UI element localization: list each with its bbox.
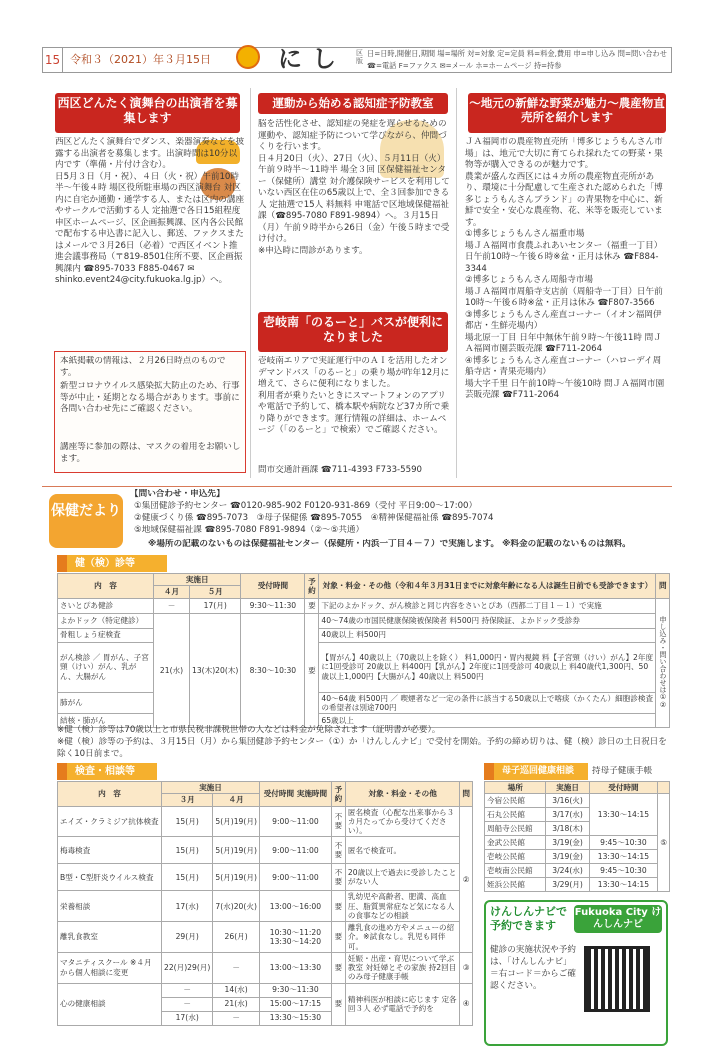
column-divider <box>456 88 457 478</box>
section-title-checkups: 健（検）診等 <box>57 555 167 572</box>
row-lung: 肺がん <box>58 692 154 714</box>
contact-heading: 【問い合わせ・申込先】 <box>130 489 225 499</box>
bus-contact: 問市交通計画課 ☎711-4393 F733-5590 <box>258 465 423 475</box>
maternal-bring: 持母子健康手帳 <box>592 766 653 776</box>
symbol-legend: 日=日時,開催日,期間 場=場所 対=対象 定=定員 料=料金,費用 申=申し込み 問=問い合わせ ☎=電話 F=ファクス ✉=メール ホ=ホームページ 持=持参 <box>367 49 667 70</box>
checkup-table: 内 容 実施日 受付時間 予約 対象・料金・その他（令和４年３月31日までに対象年齢になる人は誕生日前でも受診できます） 問 ４月 ５月 さいとぴあ健診 － 17(月) 9:30～11:30 要 下記のよかドック、がん検診と同じ内容をさいとぴあ（西都二丁目１－１）で実施 申し込み・問い合わせは①② よかドック（特定健診） 21(水) 13(木)20(木) 8:30～10:30 要 40～74歳の市国民健康保険被保険者 料500円 持保険証、よかドック受診券 骨粗しょう症検査 40歳以上 料500円 がん検診 ／ 胃がん、子宮頸（けい）がん、乳がん、大腸がん 【胃がん】40歳以上（70歳以上を除く） 料1,000円・胃内視鏡 料【子宮頸（けい）がん】2年度に1回受診可 20歳以上 料400円【乳がん】2年度に1回受診可 40歳以上 料40歳代1,300円、50歳以上1,000円【大腸がん】40歳以上 料500円 肺がん 40～64歳 料500円 ／ 喫煙者など一定の条件に該当する50歳以上で喀痰（かくたん）細胞診検査の希望者は別途700円 結核・肺がん 65歳以上 <box>57 573 670 728</box>
notice-covid: 新型コロナウイルス感染拡大防止のため、行事等が中止・延期となる場合があります。事前に各問い合わせ先にご確認ください。 <box>60 381 240 415</box>
article-title-performers: 西区どんたく演舞台の出演者を募集します <box>55 93 240 133</box>
row-osteoporosis: 骨粗しょう症検査 <box>58 628 154 642</box>
page-number: 15 <box>43 48 63 72</box>
section-title-maternal: 母子巡回健康相談 <box>484 763 588 780</box>
article-body-dementia: 脳を活性化させ、認知症の発症を遅らせるための運動や、認知症予防について学びながら、仲間づくりを行います。 日４月20日（火）、27日（火）、５月11日（火）午前９時半～11時半 場全３回 区保健福祉センター（保健所）講堂 対介護保険サービスを利用していない西区在住の65歳以上で、全３回参加できる人 定抽選で15人 料無料 申電話で区地域保健福祉課（☎895-7080 F891-9894）へ。３月15日（月）午前９時半から26日（金）午後５時まで受け付け。 ※申込時に問診があります。 <box>258 119 450 256</box>
test-row: 心の健康相談 <box>58 983 162 1025</box>
article-body-farm-market: ＪＡ福岡市の農産物直売所「博多じょうもんさん市場」は、地元で大切に育てられ採れたての野菜・果物等が購入できるのが魅力です。 農業が盛んな西区には４カ所の農産物直売所があり、環境に十分配慮して生産された認められた「博多じょうもんさんブランド」の青果物を中心に、新鮮で安全・安心な農産物、花、米等を販売しています。 ①博多じょうもんさん福重市場 場ＪＡ福岡市食農ふれあいセンター（福重一丁目）日午前10時～午後６時※盆・正月は休み ☎F884-3344 ②博多じょうもんさん周船寺市場 場ＪＡ福岡市周船寺支店前（周船寺一丁目）日午前10時～午後６時※盆・正月は休み ☎F807-3566 ③博多じょうもんさん産直コーナー（イオン福岡伊都店・生鮮売場内） 場北原一丁目 日年中無休午前９時～午後11時 問ＪＡ福岡市園芸販売課 ☎F711-2064 ④博多じょうもんさん産直コーナー（ハローデイ周船寺店・青果売場内） 場大字千里 日午前10時～午後10時 問ＪＡ福岡市園芸販売課 ☎F711-2064 <box>465 137 665 401</box>
kenshin-navi-text: 健診の実施状況や予約は、「けんしんナビ」＝右コード＝からご確認ください。 <box>490 945 576 992</box>
health-news-label: 保健だより <box>49 494 123 548</box>
test-row: エイズ・クラミジア抗体検査 <box>58 806 162 837</box>
checkup-footnote-1: ※健（検）診等は70歳以上と市県民税非課税世帯の人などは料金が免除されます（証明書が必要）。 <box>57 725 441 735</box>
test-row: マタニティスクール ※４月から個人相談に変更 <box>58 952 162 983</box>
notice-date: 本紙掲載の情報は、２月26日時点のものです。 <box>60 356 226 378</box>
test-row: B型・C型肝炎ウイルス検査 <box>58 864 162 891</box>
contact-line-3: ⑤地域保健福祉課 ☎895-7080 F891-9894（②～⑤共通） <box>134 525 365 535</box>
checkup-footnote-2: ※健（検）診等の予約は、３月15日（月）から集団健診予約センター（①）か「けんしんナビ」で受付を開始。予約の締め切りは、健（検）診日の土日祝日を除く10日前まで。 <box>57 737 667 759</box>
row-cancer: 胃がん、子宮頸（けい）がん、乳がん、大腸がん <box>60 653 149 681</box>
contact-line-1: ①集団健診予約センター ☎0120-985-902 F0120-931-869（受付 平日9:00～17:00） <box>134 501 478 511</box>
section-divider <box>42 486 672 487</box>
article-body-bus: 壱岐南エリアで実証運行中のＡＩを活用したオンデマンドバス「のるーと」の乗り場が昨年12月に増えて、さらに便利になりました。 利用者が乗りたいときにスマートフォンのアプリや電話で予約して、橋本駅や病院など37カ所で乗り降りができます。運行情報の詳細は、ホームページ（「のるーと」で検索）でご確認ください。 <box>258 356 450 436</box>
article-title-dementia: 運動から始める認知症予防教室 <box>258 93 448 114</box>
row-yokadock: よかドック（特定健診） <box>58 613 154 628</box>
test-row: 離乳食教室 <box>58 922 162 953</box>
qr-code-icon[interactable] <box>584 946 650 1012</box>
kenshin-navi-logo: Fukuoka City けんしんナビ <box>574 905 662 933</box>
row-tb: 結核・肺がん <box>58 714 154 728</box>
notice-mask: 講座等に参加の際は、マスクの着用をお願いします。 <box>60 442 241 464</box>
checkup-contact: 申し込み・問い合わせは①② <box>656 598 670 728</box>
contact-line-2: ②健康づくり係 ☎895-7073 ③母子保健係 ☎895-7055 ④精神保健福祉係 ☎895-7074 <box>134 513 494 523</box>
article-title-bus: 壱岐南「のるーと」バスが便利になりました <box>258 312 448 352</box>
location-note: ※場所の記載のないものは保健福祉センター（保健所・内浜一丁目４－７）で実施します。 ※料金の記載のないものは無料。 <box>148 539 631 549</box>
fukuoka-city-logo-icon <box>236 45 260 69</box>
row-saitopia: さいとぴあ健診 <box>58 598 154 613</box>
cancer-checkup-label: がん検診 <box>60 653 91 663</box>
tests-table: 内 容 実施日 受付時間 実施時間 予約 対象・料金・その他 問 ３月 ４月 エイズ・クラミジア抗体検査 15(月) 5(月)19(月) 9:00～11:00 不要 匿名検査（心配な出来事から３カ月たってから受けてください）。 ② 梅毒検査 15(月) 5(月)19(月) 9:00～11:00 不要 匿名で検査可。 B型・C型肝炎ウイルス検査 15(月) 5(月)19(月) 9:00～11:00 不要 20歳以上で過去に受診したことがない人 栄養相談 17(水) 7(水)20(火) 13:00～16:00 要 乳幼児や高齢者、肥満、高血圧、脂質異常症など気になる人の食事などの相談 離乳食教室 29(月) 26(月) 10:30～11:20 13:30～14:20 要 離乳食の進め方やメニューの紹介。※試食なし。乳児も同伴可。 マタニティスクール ※４月から個人相談に変更 22(月)29(月) － 13:00～13:30 要 妊娠・出産・育児について学ぶ教室 対妊婦とその家族 持2回目のみ母子健康手帳 ③ 心の健康相談 － 14(水) 9:30～11:30 要 精神科医が相談に応じます 定各回３人 必ず電話で予約を ④ － 21(水) 15:00～17:15 17(水) － 13:30～15:30 <box>57 781 473 1026</box>
test-row: 栄養相談 <box>58 891 162 922</box>
article-body-performers: 西区どんたく演舞台でダンス、楽器演奏などを披露する出演者を募集します。出演時間は10分以内です（準備・片付け含む）。 日5月３日（月・祝）、４日（火・祝）午前10時半～午後４時 場区役所駐車場の西区演舞台 対区内に自宅か通勤・通学する人、または区内の講座やサークルで活動する人 定抽選で各日15組程度 申区ホームページ、区企画振興課、区内各公民館で配布する申込書に記入し、郵送、ファクスまたはメールで３月26日（必着）で西区イベント推進会議事務局（〒819-8501住所不要、区企画振興課内 ☎895-7033 F885-0467 ✉shinko.event24@city.fukuoka.lg.jp）へ。 <box>55 137 245 286</box>
test-row: 梅毒検査 <box>58 837 162 864</box>
ward-edition: 区版 <box>356 49 363 65</box>
maternal-table: 場所 実施日 受付時間 今宿公民館 3/16(火) 13:30～14:15 ⑤ 石丸公民館 3/17(水) 周船寺公民館 3/18(木) 金武公民館 3/19(金) 9:45～10:30 壱岐公民館 3/19(金) 13:30～14:15 壱岐南公民館 3/24(水) 9:45～10:30 姪浜公民館 3/29(月) 13:30～14:15 <box>484 781 670 892</box>
section-title-tests: 検査・相談等 <box>57 763 157 780</box>
article-title-farm-market: ～地元の新鮮な野菜が魅力～農産物直売所を紹介します <box>468 93 666 133</box>
column-divider <box>250 88 251 478</box>
issue-date: 令和３（2021）年３月15日 <box>70 53 211 66</box>
ward-name: にし <box>278 45 346 73</box>
kenshin-navi-headline: けんしんナビで予約できます <box>490 905 567 932</box>
